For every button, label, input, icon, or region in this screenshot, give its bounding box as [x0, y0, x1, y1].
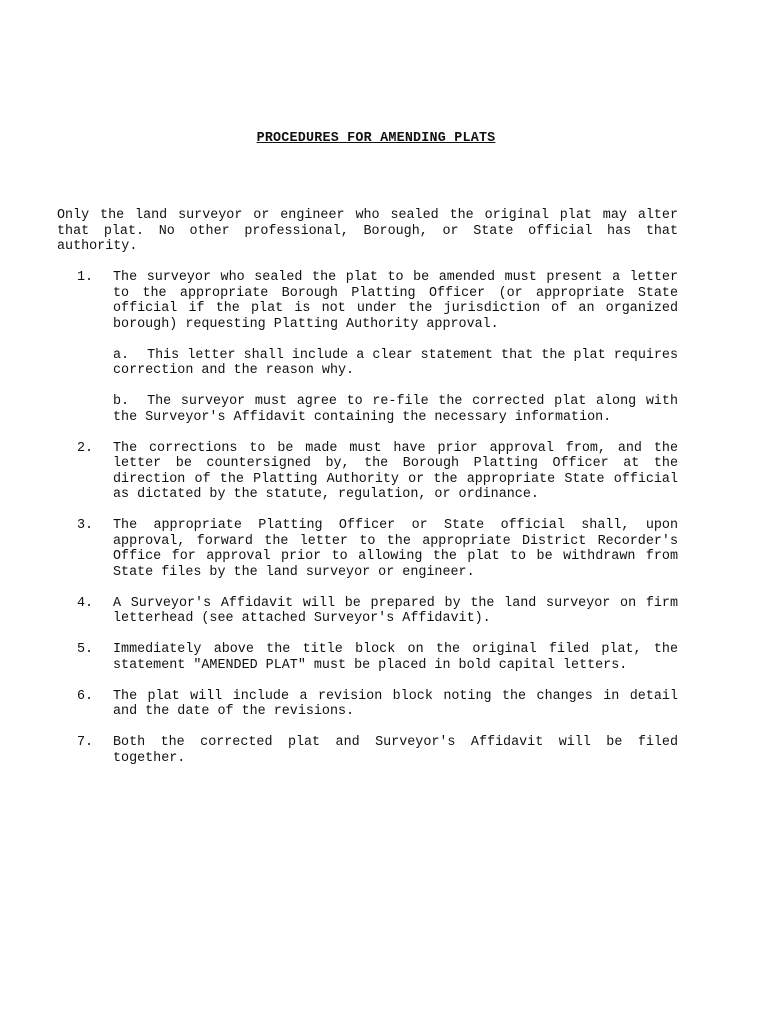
procedure-list: [57, 270, 678, 782]
item-text: Immediately above the title block on the original filed plat, the statement "AMENDED PLAT" must be placed in bold capital letters.: [113, 642, 678, 673]
item-text: The plat will include a revision block noting the changes in detail and the date of the revisions.: [113, 688, 678, 719]
intro-paragraph: Only the land surveyor or engineer who sealed the original plat may alter that plat. No other professional, Borough, or State official has that authority.: [57, 208, 678, 254]
item-number: 5.: [77, 642, 94, 657]
item-number: 3.: [77, 518, 94, 533]
item-number: 7.: [77, 735, 94, 750]
subitem-text: This letter shall include a clear statement that the plat requires correction and the reason why.: [113, 347, 678, 378]
procedure-item-1: [57, 270, 678, 425]
document-title: PROCEDURES FOR AMENDING PLATS: [256, 131, 496, 146]
procedure-item-5: [57, 642, 678, 673]
procedure-item-2: [57, 441, 678, 503]
item-text: Both the corrected plat and Surveyor's Affidavit will be filed together.: [113, 735, 678, 766]
item-text: The appropriate Platting Officer or State official shall, upon approval, forward the letter to the appropriate District Recorder's Office for approval prior to allowing the plat to be withdrawn from State files by the land surveyor or engineer.: [113, 518, 678, 580]
item-text: A Surveyor's Affidavit will be prepared by the land surveyor on firm letterhead (see attached Surveyor's Affidavit).: [113, 595, 678, 626]
procedure-item-3: [57, 518, 678, 580]
subitem-b: [113, 394, 678, 425]
procedure-item-7: [57, 735, 678, 766]
procedure-item-6: [57, 689, 678, 720]
subitem-letter: b.: [113, 394, 130, 409]
procedure-item-4: [57, 596, 678, 627]
subitem-text: The surveyor must agree to re-file the corrected plat along with the Surveyor's Affidavit containing the necessary information.: [113, 394, 678, 425]
subitem-a: [113, 348, 678, 379]
item-number: 6.: [77, 688, 94, 704]
item-text: The surveyor who sealed the plat to be amended must present a letter to the appropriate Borough Platting Officer (or appropriate State official if the plat is not under the jurisdiction of an organized borough) requesting Platting Authority approval.: [113, 270, 678, 332]
item-number: 4.: [77, 595, 94, 611]
item-number: 2.: [77, 440, 94, 456]
item-number: 1.: [77, 270, 94, 285]
subitem-letter: a.: [113, 347, 130, 363]
item-text: The corrections to be made must have prior approval from, and the letter be countersigned by, the Borough Platting Officer at the direction of the Platting Authority or the appropriate State official as dictated by the statute, regulation, or ordinance.: [113, 440, 678, 502]
